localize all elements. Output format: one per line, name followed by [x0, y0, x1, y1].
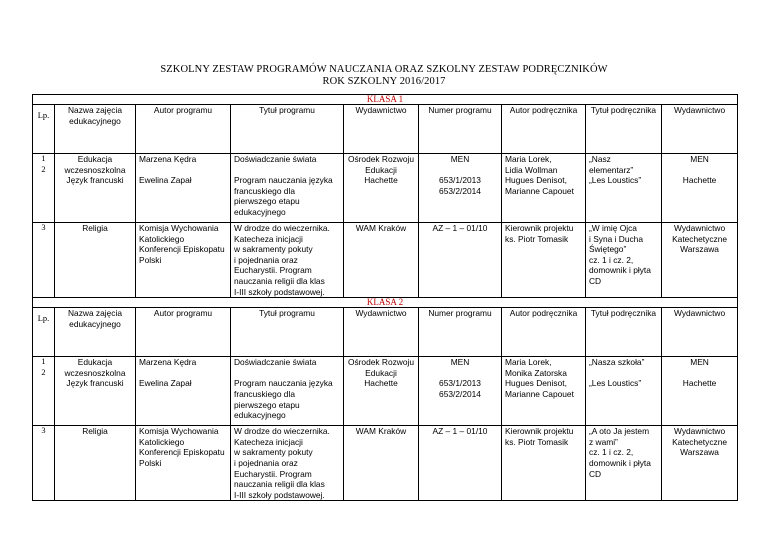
subject-cell: Edukacja wczesnoszkolna Język francuski: [55, 357, 136, 426]
program-number-cell: AZ – 1 – 01/10: [419, 426, 502, 501]
program-number-cell: AZ – 1 – 01/10: [419, 223, 502, 298]
section-label: KLASA 1: [33, 95, 738, 105]
book-publisher-cell: Wydawnictwo Katechetyczne Warszawa: [662, 426, 738, 501]
program-title-cell: Doświadczanie świata Program nauczania języka francuskiego dla pierwszego etapu edukacyjnego: [231, 154, 344, 223]
book-author-cell: Kierownik projektu ks. Piotr Tomasik: [502, 223, 586, 298]
program-title-cell: W drodze do wieczernika. Katecheza inicjacji w sakramenty pokuty i pojednania oraz Eucharystii. Program nauczania religii dla klas I-III szkoły podstawowej.: [231, 223, 344, 298]
document-title: SZKOLNY ZESTAW PROGRAMÓW NAUCZANIA ORAZ SZKOLNY ZESTAW PODRĘCZNIKÓW: [160, 64, 608, 75]
book-publisher-cell: MEN Hachette: [662, 357, 738, 426]
col-header-lp: Lp.: [33, 308, 55, 357]
publisher-cell: WAM Kraków: [344, 223, 419, 298]
school-year: ROK SZKOLNY 2016/2017: [322, 76, 446, 87]
col-header-program-author: Autor programu: [136, 105, 231, 154]
book-title-cell: „Nasza szkoła” „Les Loustics”: [586, 357, 662, 426]
col-header-publisher: Wydawnictwo: [344, 105, 419, 154]
publisher-cell: Ośrodek Rozwoju Edukacji Hachette: [344, 154, 419, 223]
row-number: 3: [33, 223, 55, 298]
col-header-lp: Lp.: [33, 105, 55, 154]
program-number-cell: MEN 653/1/2013 653/2/2014: [419, 154, 502, 223]
program-number-cell: MEN 653/1/2013 653/2/2014: [419, 357, 502, 426]
col-header-book-publisher: Wydawnictwo: [662, 105, 738, 154]
col-header-subject: Nazwa zajęcia edukacyjnego: [55, 105, 136, 154]
publisher-cell: WAM Kraków: [344, 426, 419, 501]
col-header-program-title: Tytuł programu: [231, 308, 344, 357]
book-author-cell: Kierownik projektu ks. Piotr Tomasik: [502, 426, 586, 501]
row-number: 1 2: [33, 357, 55, 426]
col-header-program-author: Autor programu: [136, 308, 231, 357]
col-header-publisher: Wydawnictwo: [344, 308, 419, 357]
book-publisher-cell: MEN Hachette: [662, 154, 738, 223]
book-title-cell: „W imię Ojca i Syna i Ducha Świętego” cz. 1 i cz. 2, domownik i płyta CD: [586, 223, 662, 298]
table-row: [33, 357, 738, 426]
book-author-cell: Maria Lorek, Lidia Wollman Hugues Denisot, Marianne Capouet: [502, 154, 586, 223]
subject-cell: Edukacja wczesnoszkolna Język francuski: [55, 154, 136, 223]
row-number: 3: [33, 426, 55, 501]
col-header-program-title: Tytuł programu: [231, 105, 344, 154]
section-header-row: [33, 298, 738, 308]
publisher-cell: Ośrodek Rozwoju Edukacji Hachette: [344, 357, 419, 426]
section-label: KLASA 2: [33, 298, 738, 308]
column-header-row: [33, 105, 738, 154]
table-row: [33, 426, 738, 501]
program-author-cell: Marzena Kędra Ewelina Zapał: [136, 357, 231, 426]
table-row: [33, 223, 738, 298]
section-header-row: [33, 95, 738, 105]
program-author-cell: Marzena Kędra Ewelina Zapał: [136, 154, 231, 223]
col-header-book-title: Tytuł podręcznika: [586, 308, 662, 357]
program-author-cell: Komisja Wychowania Katolickiego Konferencji Episkopatu Polski: [136, 223, 231, 298]
book-title-cell: „Nasz elementarz” „Les Loustics”: [586, 154, 662, 223]
table-row: [33, 154, 738, 223]
book-author-cell: Maria Lorek, Monika Zatorska Hugues Denisot, Marianne Capouet: [502, 357, 586, 426]
curriculum-table: [32, 94, 738, 501]
col-header-book-publisher: Wydawnictwo: [662, 308, 738, 357]
col-header-book-author: Autor podręcznika: [502, 308, 586, 357]
col-header-program-number: Numer programu: [419, 308, 502, 357]
book-title-cell: „A oto Ja jestem z wami” cz. 1 i cz. 2, domownik i płyta CD: [586, 426, 662, 501]
program-title-cell: W drodze do wieczernika. Katecheza inicjacji w sakramenty pokuty i pojednania oraz Eucharystii. Program nauczania religii dla klas I-III szkoły podstawowej.: [231, 426, 344, 501]
subject-cell: Religia: [55, 223, 136, 298]
row-number: 1 2: [33, 154, 55, 223]
col-header-program-number: Numer programu: [419, 105, 502, 154]
program-title-cell: Doświadczanie świata Program nauczania języka francuskiego dla pierwszego etapu edukacyjnego: [231, 357, 344, 426]
program-author-cell: Komisja Wychowania Katolickiego Konferencji Episkopatu Polski: [136, 426, 231, 501]
col-header-book-author: Autor podręcznika: [502, 105, 586, 154]
column-header-row: [33, 308, 738, 357]
col-header-subject: Nazwa zajęcia edukacyjnego: [55, 308, 136, 357]
book-publisher-cell: Wydawnictwo Katechetyczne Warszawa: [662, 223, 738, 298]
col-header-book-title: Tytuł podręcznika: [586, 105, 662, 154]
subject-cell: Religia: [55, 426, 136, 501]
